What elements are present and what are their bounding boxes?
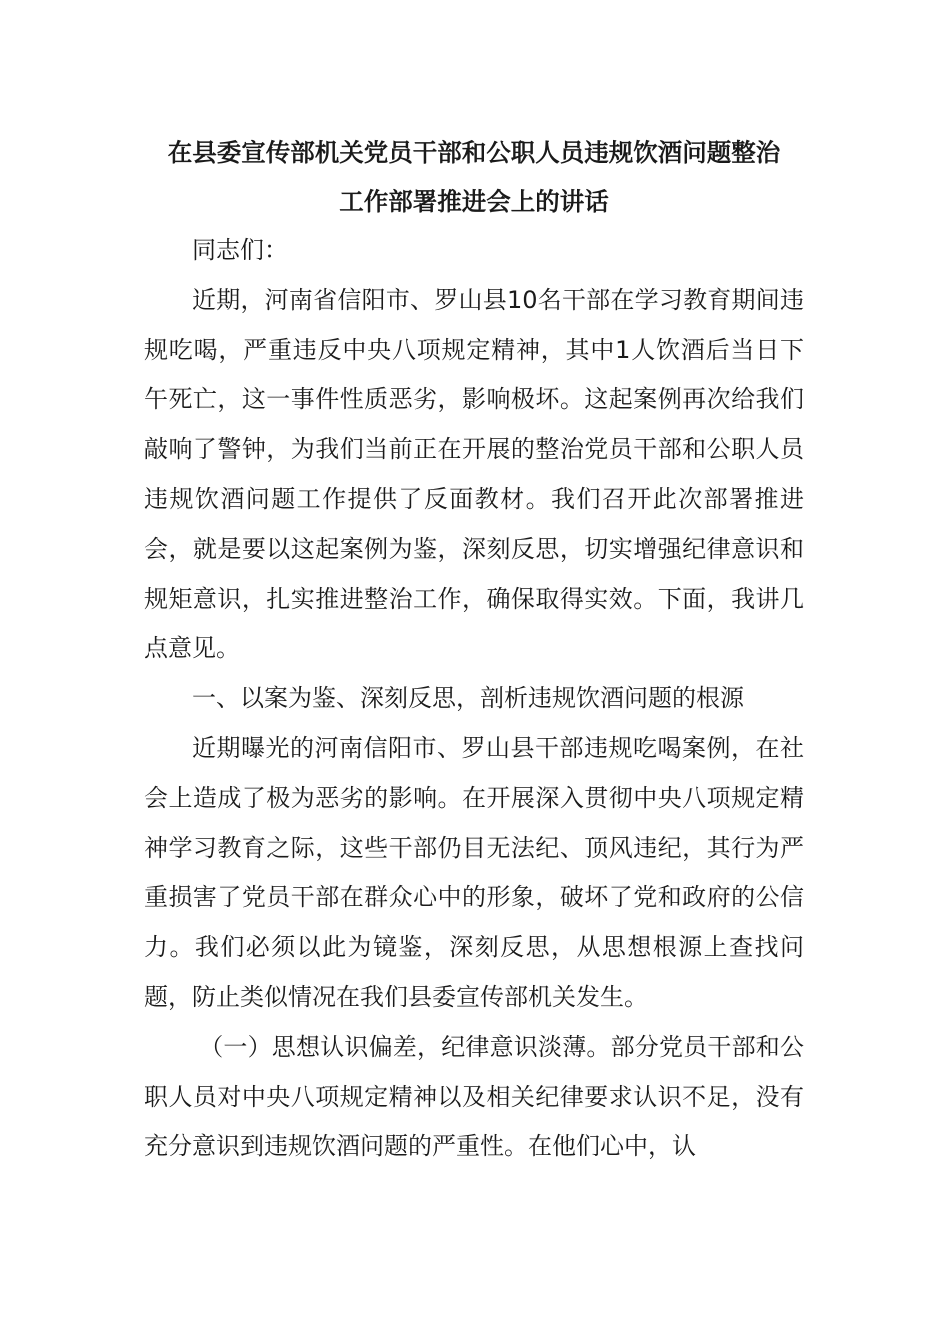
title-line-2: 工作部署推进会上的讲话 (339, 187, 609, 216)
section-1-heading: 一、以案为鉴、深刻反思，剖析违规饮酒问题的根源 (192, 684, 744, 713)
document-body (144, 128, 804, 1172)
section-1-paragraph: 近期曝光的河南信阳市、罗山县干部违规吃喝案例，在社会上造成了极为恶劣的影响。在开展深入贯彻中央八项规定精神学习教育之际，这些干部仍目无法纪、顶风违纪，其行为严重损害了党员干部在群众心中的形象，破坏了党和政府的公信力。我们必须以此为镜鉴，深刻反思，从思想根源上查找问题，防止类似情况在我们县委宣传部机关发生。 (144, 733, 804, 1011)
intro-paragraph: 近期，河南省信阳市、罗山县10名干部在学习教育期间违规吃喝，严重违反中央八项规定精神，其中1人饮酒后当日下午死亡，这一事件性质恶劣，影响极坏。这起案例再次给我们敲响了警钟，为我们当前正在开展的整治党员干部和公职人员违规饮酒问题工作提供了反面教材。我们召开此次部署推进会，就是要以这起案例为鉴，深刻反思，切实增强纪律意识和规矩意识，扎实推进整治工作，确保取得实效。下面，我讲几点意见。 (144, 285, 804, 663)
greeting: 同志们： (192, 236, 288, 264)
subsection-1-paragraph: （一）思想认识偏差，纪律意识淡薄。部分党员干部和公职人员对中央八项规定精神以及相关纪律要求认识不足，没有充分意识到违规饮酒问题的严重性。在他们心中，认 (144, 1032, 804, 1161)
title-line-1: 在县委宣传部机关党员干部和公职人员违规饮酒问题整治 (167, 138, 781, 167)
